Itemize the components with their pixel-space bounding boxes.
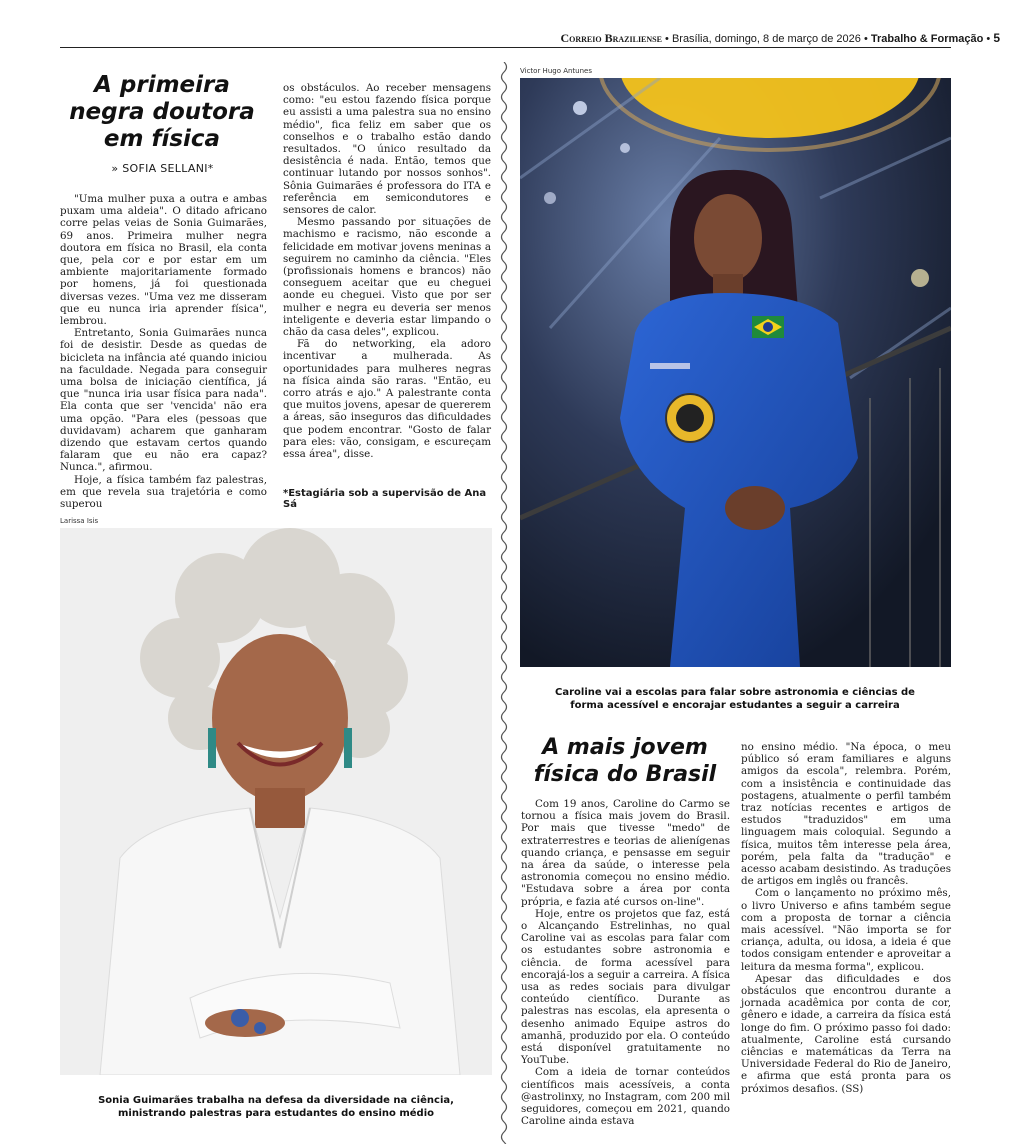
article1-column-1: [60, 193, 267, 510]
caroline-illustration: [520, 78, 951, 667]
paragraph: Mesmo passando por situações de machismo e racismo, não esconde a felicidade em motivar jovens meninas a seguirem no caminho da ciência. "Eles (profissionais homens e brancos) não conseguem aceitar que eu cheguei aonde eu cheguei. Visto que por ser mulher e negra eu deveria ser menos inteligente e deveria estar limpando o chão da casa deles", explicou.: [283, 216, 491, 339]
article1-footnote: *Estagiária sob a supervisão de Ana Sá: [283, 488, 487, 510]
paragraph: "Uma mulher puxa a outra e ambas puxam uma aldeia". O ditado africano corre pelas veias de Sonia Guimarães, 69 anos. Primeira mulher negra doutora em física no Brasil, ela conta que, pela cor e por estar em um ambiente majoritariamente formado por homens, já foi questionada diversas vezes. "Uma vez me disseram que eu nunca iria aprender física", lembrou.: [60, 193, 267, 328]
paragraph: Entretanto, Sonia Guimarães nunca foi de desistir. Desde as quedas de bicicleta na infância até quando iniciou na faculdade. Negada para conseguir uma bolsa de iniciação científica, já que "nunca iria usar física para nada". Ela conta que ser 'vencida' não era uma opção. "Para eles (pessoas que duvidavam) acharem que ganharam dizendo que estavam certos quando falaram que eu não era capaz? Nunca.", afirmou.: [60, 327, 267, 474]
headline-line: A mais jovem: [542, 735, 708, 760]
header-dateline: Brasília, domingo, 8 de março de 2026: [671, 33, 861, 45]
newspaper-name: Correio Braziliense: [560, 31, 662, 45]
article1-column-2: [283, 82, 491, 460]
caroline-photo: [520, 78, 951, 667]
paragraph: Hoje, entre os projetos que faz, está o Alcançando Estrelinhas, no qual Caroline vai as escolas para falar com os estudantes sobre astronomia e ciência. de forma acessível para encorajá-los a seguir a carreira. A física usa as redes sociais para divulgar conteúdo científico. Durante as palestras nas escolas, ela apresenta o desenho animado Equipe astros do amanhã, produzido por ela. O conteúdo está disponível gratuitamente no YouTube.: [521, 907, 730, 1067]
article2-column-2: [741, 741, 951, 1095]
headline-line: física do Brasil: [533, 762, 717, 787]
paragraph: Com o lançamento no próximo mês, o livro Universo e afins também segue com a proposta de tornar a ciência mais acessível. "Não importa se for criança, adulta, ou idosa, a ideia é que todos consigam entender e aproveitar a leitura da mesma forma", explicou.: [741, 887, 951, 973]
page-number: 5: [993, 31, 1000, 45]
paragraph: Fã do networking, ela adoro incentivar a mulherada. As oportunidades para mulheres negras na física ainda são raras. "Então, eu corro atrás e ajo." A palestrante conta que muitos jovens, apesar de quererem a áreas, são inseguros das dificuldades que podem encontrar. "Gosto de falar para eles: vão, consigam, e escureçam essa área", disse.: [283, 338, 491, 461]
headline-line: em física: [103, 126, 221, 152]
paragraph: Hoje, a física também faz palestras, em que revela sua trajetória e como superou: [60, 473, 267, 511]
header-separator: •: [983, 33, 994, 45]
header-separator: •: [860, 33, 871, 45]
paragraph: Com a ideia de tornar conteúdos científicos mais acessíveis, a conta @astrolinxy, no Instagram, com 200 mil seguidores, começou em 2021, quando Caroline ainda estava: [521, 1066, 730, 1128]
paragraph: os obstáculos. Ao receber mensagens como: "eu estou fazendo física porque eu assisti a uma palestra sua no ensino médio", fica feliz em saber que os conselhos e o trabalho estão dando resultados. "O único resultado da desistência é nada. Então, temos que continuar lutando por nossos sonhos". Sônia Guimarães é professora do ITA e referência em semicondutores e sensores de calor.: [283, 82, 491, 217]
photo-credit: Larissa Isis: [60, 517, 99, 525]
headline-line: A primeira: [94, 72, 230, 98]
sonia-caption: Sonia Guimarães trabalha na defesa da diversidade na ciência, ministrando palestras para estudantes do ensino médio: [98, 1095, 454, 1119]
article2-column-1: [521, 798, 730, 1127]
wavy-divider: [497, 62, 511, 1144]
page-header: [560, 31, 1000, 47]
article1-headline: [62, 72, 262, 153]
header-separator: •: [661, 33, 672, 45]
sonia-illustration: [60, 528, 492, 1075]
caroline-caption: Caroline vai a escolas para falar sobre astronomia e ciências de forma acessível e encorajar estudantes a seguir a carreira: [555, 687, 915, 711]
sonia-photo: [60, 528, 492, 1075]
article2-headline: [520, 734, 730, 788]
paragraph: Apesar das dificuldades e dos obstáculos que encontrou durante a jornada acadêmica por conta de cor, gênero e idade, a carreira da física está longe do fim. O próximo passo foi dado: atualmente, Caroline está cursando ciências e matemáticas da Terra na Universidade Federal do Rio de Janeiro, e afirma que está pronta para os próximos desafios. (SS): [741, 972, 951, 1095]
header-rule: [60, 47, 951, 48]
paragraph: Com 19 anos, Caroline do Carmo se tornou a física mais jovem do Brasil. Por mais que tivesse "medo" de extraterrestres e teorias de alienígenas quando criança, e pensasse em seguir na área da saúde, o interesse pela astronomia começou no ensino médio. "Estudava sobre a área por conta própria, e fazia até cursos on-line".: [521, 798, 730, 908]
photo-credit: Victor Hugo Antunes: [520, 67, 593, 75]
paragraph: no ensino médio. "Na época, o meu público só eram familiares e alguns amigos da escola", relembra. Porém, com a insistência e continuidade das postagens, atualmente o perfil também traz notícias recentes e artigos de estudos "traduzidos" em uma linguagem mais coloquial. Segundo a física, muitos têm interesse pela área, porém, pela falta da "tradução" e acesso acabam desistindo. As traduções de artigos em inglês ou francês.: [741, 741, 951, 888]
header-section: Trabalho & Formação: [870, 33, 984, 45]
headline-line: negra doutora: [69, 99, 255, 125]
article1-byline: » SOFIA SELLANI*: [111, 162, 214, 175]
